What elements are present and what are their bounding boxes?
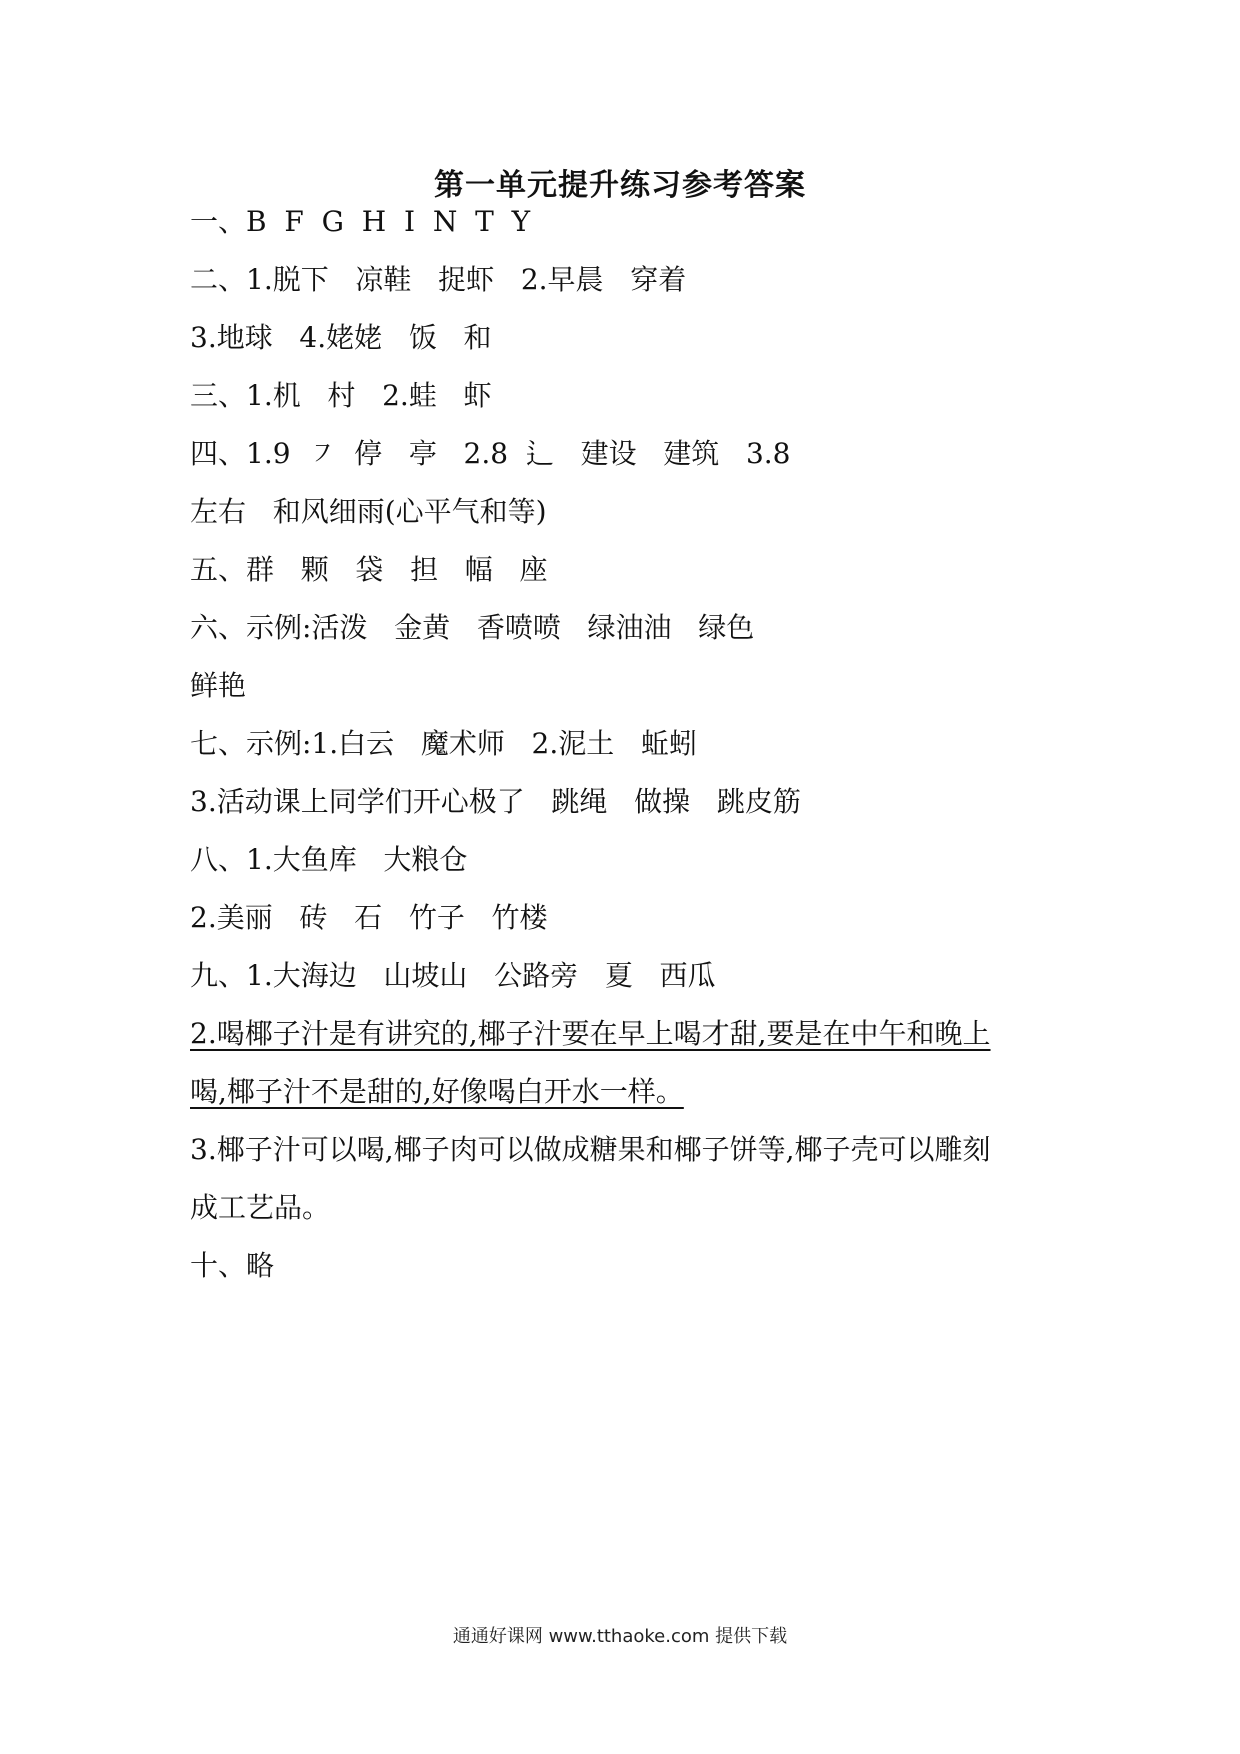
- page-title: 第一单元提升练习参考答案: [434, 168, 806, 203]
- answer-line-4: 三、1.机 村 2.蛙 虾: [190, 379, 492, 412]
- answer-line-9: 鲜艳: [190, 669, 247, 702]
- answer-line-14: 九、1.大海边 山坡山 公路旁 夏 西瓜: [190, 959, 716, 992]
- answer-line-2: 二、1.脱下 凉鞋 捉虾 2.早晨 穿着: [190, 263, 687, 296]
- answer-line-13: 2.美丽 砖 石 竹子 竹楼: [190, 901, 548, 934]
- answer-line-8: 六、示例:活泼 金黄 香喷喷 绿油油 绿色: [190, 611, 755, 644]
- answer-line-5: 四、1.9 ㇇ 停 亭 2.8 ⻍ 建设 建筑 3.8: [190, 437, 791, 470]
- answer-line-1: 一、B F G H I N T Y: [190, 205, 531, 238]
- answer-line-12: 八、1.大鱼库 大粮仓: [190, 843, 468, 876]
- answer-line-3: 3.地球 4.姥姥 饭 和: [190, 321, 492, 354]
- answer-line-18: 成工艺品。: [190, 1191, 331, 1224]
- answer-line-7: 五、群 颗 袋 担 幅 座: [190, 553, 548, 586]
- answer-line-15-underlined: 2.喝椰子汁是有讲究的,椰子汁要在早上喝才甜,要是在中午和晚上: [190, 1017, 991, 1050]
- answer-line-10: 七、示例:1.白云 魔术师 2.泥土 蚯蚓: [190, 727, 697, 760]
- answer-line-17: 3.椰子汁可以喝,椰子肉可以做成糖果和椰子饼等,椰子壳可以雕刻: [190, 1133, 991, 1166]
- page-footer: 通通好课网 www.tthaoke.com 提供下载: [452, 1626, 788, 1647]
- answer-line-16-underlined: 喝,椰子汁不是甜的,好像喝白开水一样。: [190, 1075, 684, 1108]
- answer-line-19: 十、略: [190, 1249, 275, 1282]
- answer-line-11: 3.活动课上同学们开心极了 跳绳 做操 跳皮筋: [190, 785, 801, 818]
- answer-line-6: 左右 和风细雨(心平气和等): [190, 495, 547, 528]
